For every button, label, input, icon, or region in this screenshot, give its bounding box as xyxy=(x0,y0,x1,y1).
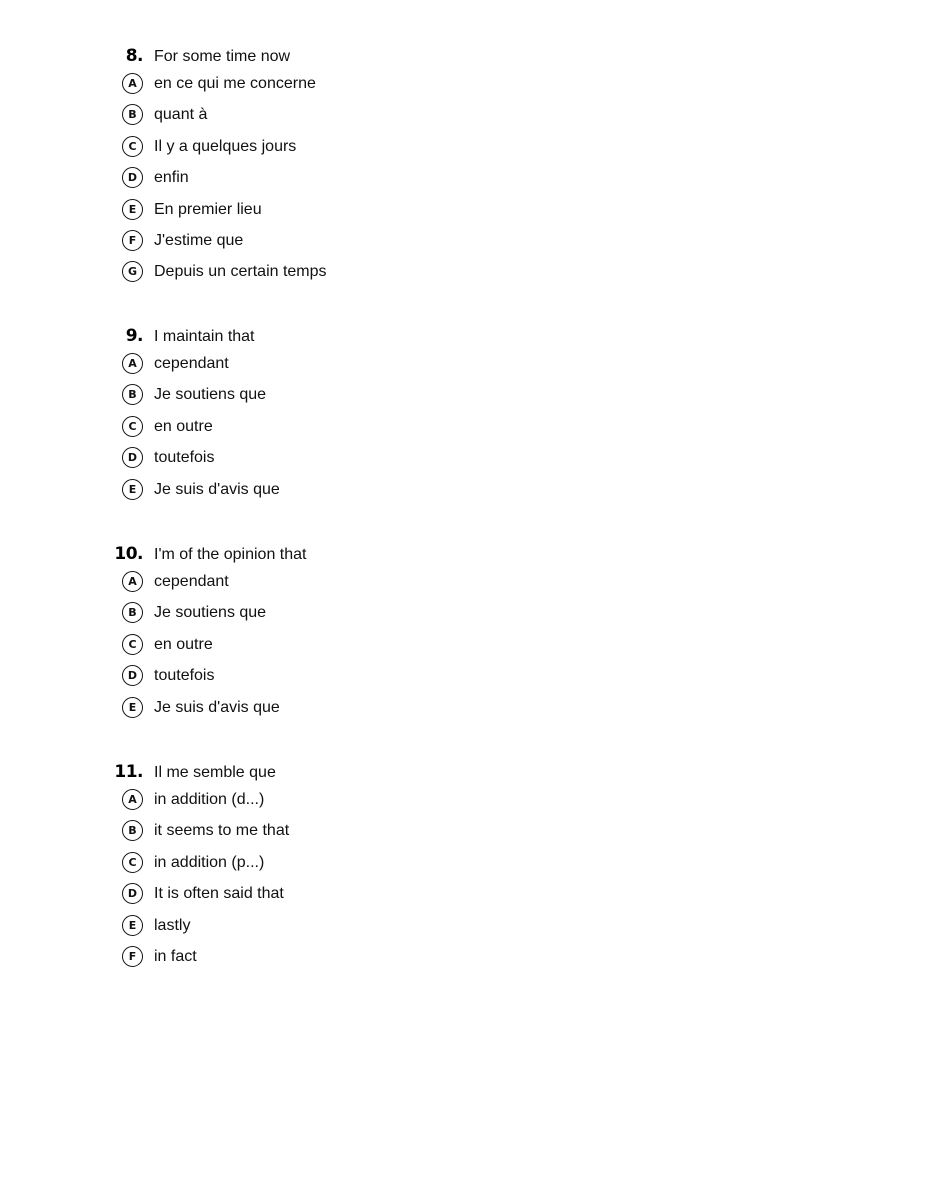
answer-option-c[interactable] xyxy=(0,852,926,883)
option-bubble-d[interactable]: D xyxy=(122,665,143,686)
option-label: En premier lieu xyxy=(154,200,262,218)
answer-option-e[interactable] xyxy=(0,199,926,230)
question-header xyxy=(0,45,926,73)
answer-option-f[interactable] xyxy=(0,946,926,977)
answer-option-b[interactable] xyxy=(0,384,926,415)
answer-option-d[interactable] xyxy=(0,447,926,478)
option-bubble-e[interactable]: E xyxy=(122,915,143,936)
answer-option-d[interactable] xyxy=(0,883,926,914)
option-label: cependant xyxy=(154,355,229,372)
question-prompt: I'm of the opinion that xyxy=(154,546,307,563)
option-label: cependant xyxy=(154,573,229,590)
option-bubble-b[interactable]: B xyxy=(122,104,143,125)
question-9 xyxy=(0,325,926,510)
option-bubble-b[interactable]: B xyxy=(122,602,143,623)
question-header xyxy=(0,761,926,789)
answer-option-a[interactable] xyxy=(0,353,926,384)
question-prompt: I maintain that xyxy=(154,328,255,345)
option-bubble-d[interactable]: D xyxy=(122,167,143,188)
option-bubble-b[interactable]: B xyxy=(122,384,143,405)
option-label: Depuis un certain temps xyxy=(154,263,327,281)
option-bubble-f[interactable]: F xyxy=(122,946,143,967)
question-8 xyxy=(0,45,926,293)
answer-option-c[interactable] xyxy=(0,634,926,665)
option-label: toutefois xyxy=(154,667,215,685)
answer-options xyxy=(0,353,926,510)
answer-option-b[interactable] xyxy=(0,820,926,851)
answer-options xyxy=(0,73,926,293)
question-prompt: For some time now xyxy=(154,48,291,65)
option-bubble-d[interactable]: D xyxy=(122,883,143,904)
option-bubble-c[interactable]: C xyxy=(122,852,143,873)
answer-option-d[interactable] xyxy=(0,167,926,198)
question-header xyxy=(0,543,926,571)
option-bubble-g[interactable]: G xyxy=(122,261,143,282)
option-bubble-e[interactable]: E xyxy=(122,479,143,500)
option-label: toutefois xyxy=(154,449,215,467)
answer-option-a[interactable] xyxy=(0,789,926,820)
option-label: Je soutiens que xyxy=(154,604,267,622)
answer-option-b[interactable] xyxy=(0,602,926,633)
option-bubble-a[interactable]: A xyxy=(122,353,143,374)
option-bubble-a[interactable]: A xyxy=(122,73,143,94)
option-label: en outre xyxy=(154,635,213,653)
answer-option-g[interactable] xyxy=(0,261,926,292)
option-label: Je soutiens que xyxy=(154,386,267,404)
option-bubble-e[interactable]: E xyxy=(122,199,143,220)
option-label: lastly xyxy=(154,916,191,934)
answer-option-e[interactable] xyxy=(0,479,926,510)
question-header xyxy=(0,325,926,353)
question-prompt: Il me semble que xyxy=(154,764,276,781)
answer-option-c[interactable] xyxy=(0,416,926,447)
answer-option-d[interactable] xyxy=(0,665,926,696)
question-10 xyxy=(0,543,926,728)
option-bubble-a[interactable]: A xyxy=(122,789,143,810)
option-bubble-e[interactable]: E xyxy=(122,697,143,718)
option-bubble-b[interactable]: B xyxy=(122,820,143,841)
answer-option-f[interactable] xyxy=(0,230,926,261)
option-bubble-c[interactable]: C xyxy=(122,634,143,655)
option-label: J'estime que xyxy=(154,231,244,249)
answer-option-e[interactable] xyxy=(0,697,926,728)
option-bubble-d[interactable]: D xyxy=(122,447,143,468)
option-label: in addition (p...) xyxy=(154,853,265,871)
option-label: Je suis d'avis que xyxy=(154,698,280,716)
option-label: en ce qui me concerne xyxy=(154,75,316,92)
option-label: quant à xyxy=(154,106,208,124)
answer-option-a[interactable] xyxy=(0,571,926,602)
answer-option-a[interactable] xyxy=(0,73,926,104)
answer-options xyxy=(0,571,926,728)
option-label: en outre xyxy=(154,417,213,435)
option-label: in addition (d...) xyxy=(154,791,265,808)
answer-option-e[interactable] xyxy=(0,915,926,946)
option-label: it seems to me that xyxy=(154,822,290,840)
option-label: enfin xyxy=(154,169,189,187)
option-label: Il y a quelques jours xyxy=(154,137,297,155)
answer-option-c[interactable] xyxy=(0,136,926,167)
question-number: 11. xyxy=(114,762,143,782)
question-11 xyxy=(0,761,926,977)
answer-option-b[interactable] xyxy=(0,104,926,135)
question-number: 9. xyxy=(125,326,143,346)
option-label: in fact xyxy=(154,947,197,965)
question-number: 10. xyxy=(114,544,143,564)
option-bubble-a[interactable]: A xyxy=(122,571,143,592)
option-bubble-c[interactable]: C xyxy=(122,416,143,437)
option-label: Je suis d'avis que xyxy=(154,480,280,498)
question-number: 8. xyxy=(125,46,143,66)
option-label: It is often said that xyxy=(154,885,284,903)
option-bubble-f[interactable]: F xyxy=(122,230,143,251)
answer-options xyxy=(0,789,926,977)
option-bubble-c[interactable]: C xyxy=(122,136,143,157)
